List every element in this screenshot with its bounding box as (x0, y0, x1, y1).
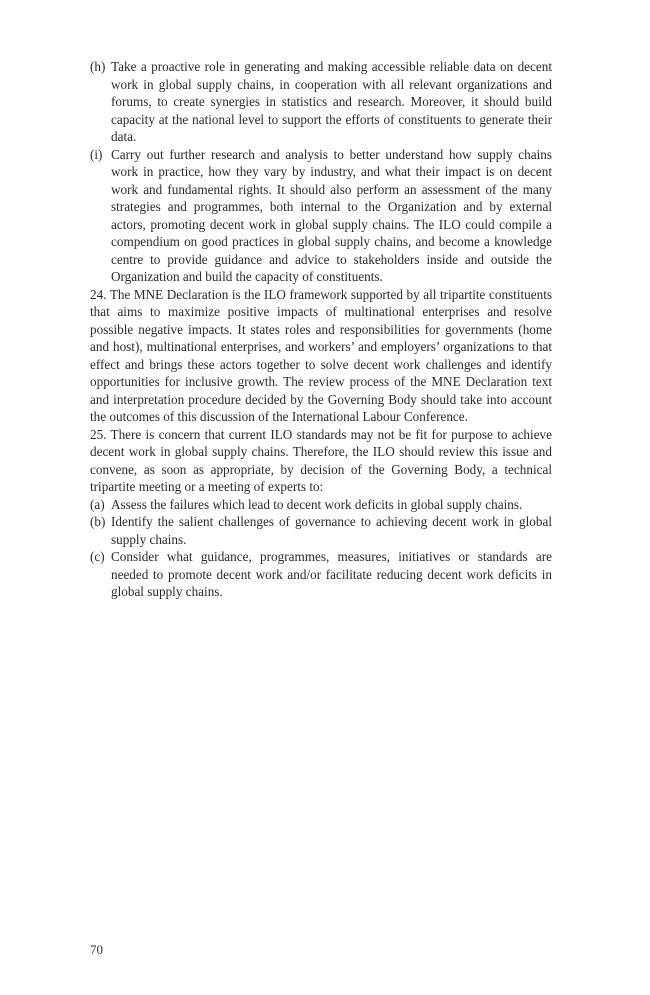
page-number: 70 (90, 942, 103, 957)
body-text (90, 58, 552, 601)
item-text: Take a proactive role in generating and making accessible reliable data on decent work in global supply chains, in cooperation with all relevant organizations and forums, to create synergies in statistics and research. Moreover, it should build capacity at the national level to support the efforts of constituents to generate their data. (111, 59, 552, 144)
item-text: Identify the salient challenges of governance to achieving decent work in global supply chains. (111, 514, 552, 547)
list-item-h (90, 58, 552, 146)
item-label: (i) (90, 146, 103, 162)
item-text: Carry out further research and analysis to better understand how supply chains work in practice, how they vary by industry, and what their impact is on decent work and fundamental rights. It should also perform an assessment of the many strategies and programmes, both internal to the Organization and by external actors, promoting decent work in global supply chains. The ILO could compile a compendium on good practices in global supply chains, and become a knowledge centre to provide guidance and advice to stakeholders inside and outside the Organization and build the capacity of constituents. (111, 146, 552, 284)
list-item-c (90, 548, 552, 601)
list-item-i (90, 146, 552, 286)
list-item-a (90, 496, 552, 514)
item-label: (c) (90, 549, 105, 564)
list-item-b (90, 513, 552, 548)
item-label: (b) (90, 514, 106, 529)
item-label: (h) (90, 59, 106, 74)
paragraph-24: 24. The MNE Declaration is the ILO framework supported by all tripartite constituents that aims to maximize positive impacts of multinational enterprises and resolve possible negative impacts. It states roles and responsibilities for governments (home and host), multinational enterprises, and workers’ and employers’ organizations to that effect and brings these actors together to solve decent work challenges and identify opportunities for inclusive growth. The review process of the MNE Declaration text and interpretation procedure decided by the Governing Body should take into account the outcomes of this discussion of the International Labour Conference. (90, 286, 552, 424)
item-label: (a) (90, 496, 105, 512)
item-text: Assess the failures which lead to decent work deficits in global supply chains. (111, 496, 523, 512)
item-text: Consider what guidance, programmes, measures, initiatives or standards are needed to promote decent work and/or facilitate reducing decent work deficits in global supply chains. (111, 549, 552, 599)
paragraph-25: 25. There is concern that current ILO standards may not be fit for purpose to achieve decent work in global supply chains. Therefore, the ILO should review this issue and convene, as soon as appropriate, by decision of the Governing Body, a technical tripartite meeting or a meeting of experts to: (90, 426, 552, 494)
